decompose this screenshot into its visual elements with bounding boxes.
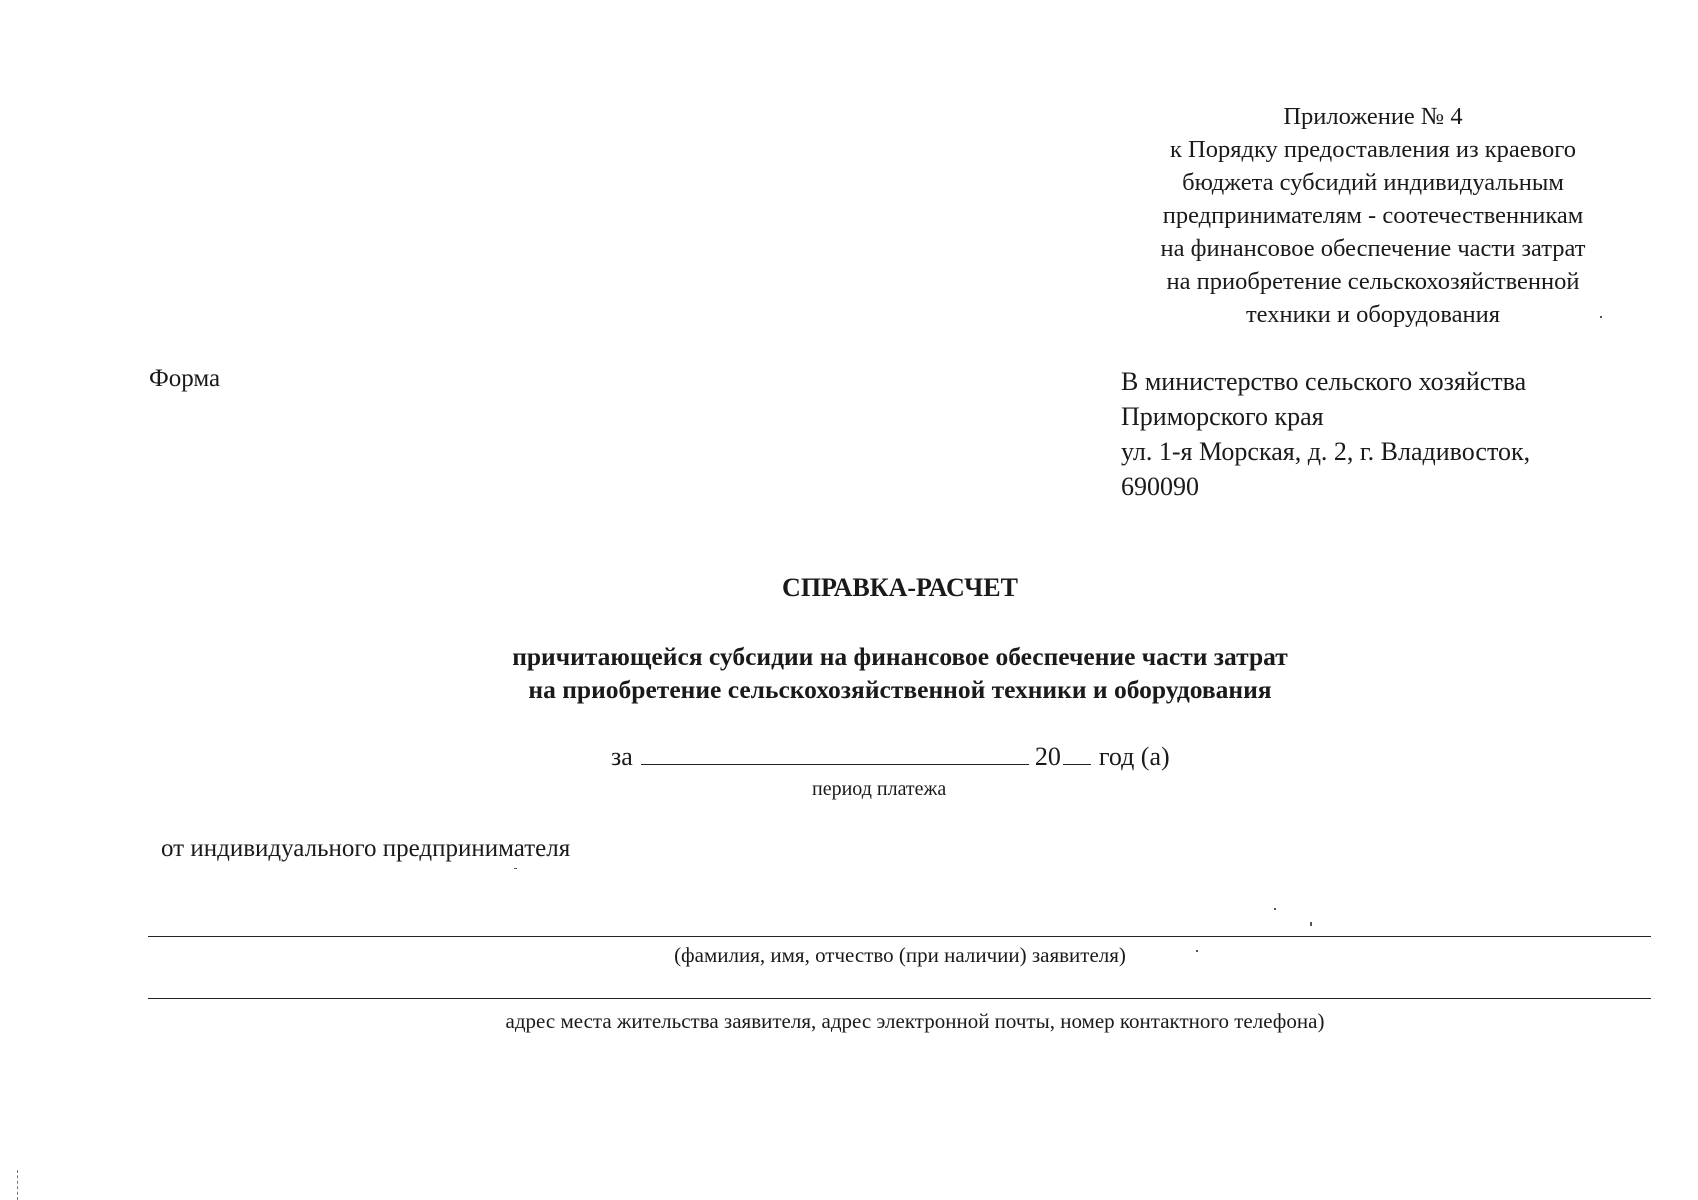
applicant-label: от индивидуального предпринимателя: [161, 835, 571, 862]
scan-speck: [1196, 950, 1198, 952]
scan-speck: [1274, 908, 1276, 910]
year-blank-field[interactable]: [1063, 740, 1091, 765]
recipient-address-block: [1121, 364, 1530, 504]
appendix-line: Приложение № 4: [1283, 103, 1463, 130]
appendix-line: на финансовое обеспечение части затрат: [1160, 235, 1586, 262]
document-title: СПРАВКА-РАСЧЕТ: [782, 573, 1018, 602]
recipient-line: В министерство сельского хозяйства: [1121, 367, 1527, 396]
appendix-line: к Порядку предоставления из краевого: [1170, 136, 1576, 163]
recipient-line: ул. 1-я Морская, д. 2, г. Владивосток,: [1121, 437, 1531, 466]
address-caption: адрес места жительства заявителя, адрес электронной почты, номер контактного телефона): [505, 1009, 1325, 1033]
document-subtitle: [0, 640, 1698, 706]
recipient-line: Приморского края: [1121, 402, 1324, 431]
subtitle-line: причитающейся субсидии на финансовое обеспечение части затрат: [512, 642, 1288, 671]
period-line: [611, 740, 1170, 773]
appendix-header: [1108, 100, 1638, 331]
period-blank-field[interactable]: [641, 740, 1029, 765]
recipient-line: 690090: [1121, 472, 1199, 501]
year-prefix: 20: [1034, 742, 1061, 771]
subtitle-line: на приобретение сельскохозяйственной техники и оборудования: [528, 675, 1272, 704]
fio-fill-line[interactable]: [148, 936, 1651, 937]
appendix-line: на приобретение сельскохозяйственной: [1166, 268, 1580, 295]
period-prefix: за: [611, 742, 633, 771]
appendix-line: техники и оборудования: [1245, 301, 1501, 328]
fio-caption: (фамилия, имя, отчество (при наличии) заявителя): [674, 943, 1126, 967]
scan-speck: [1310, 922, 1312, 926]
appendix-line: предпринимателям - соотечественникам: [1162, 202, 1584, 229]
appendix-line: бюджета субсидий индивидуальным: [1182, 169, 1564, 196]
scan-speck: [514, 868, 517, 869]
period-suffix: год (а): [1098, 742, 1170, 771]
form-label: Форма: [149, 365, 221, 392]
period-caption: период платежа: [812, 778, 947, 800]
scan-speck: [1600, 316, 1602, 318]
address-fill-line[interactable]: [148, 998, 1651, 999]
margin-mark: [17, 1170, 19, 1200]
